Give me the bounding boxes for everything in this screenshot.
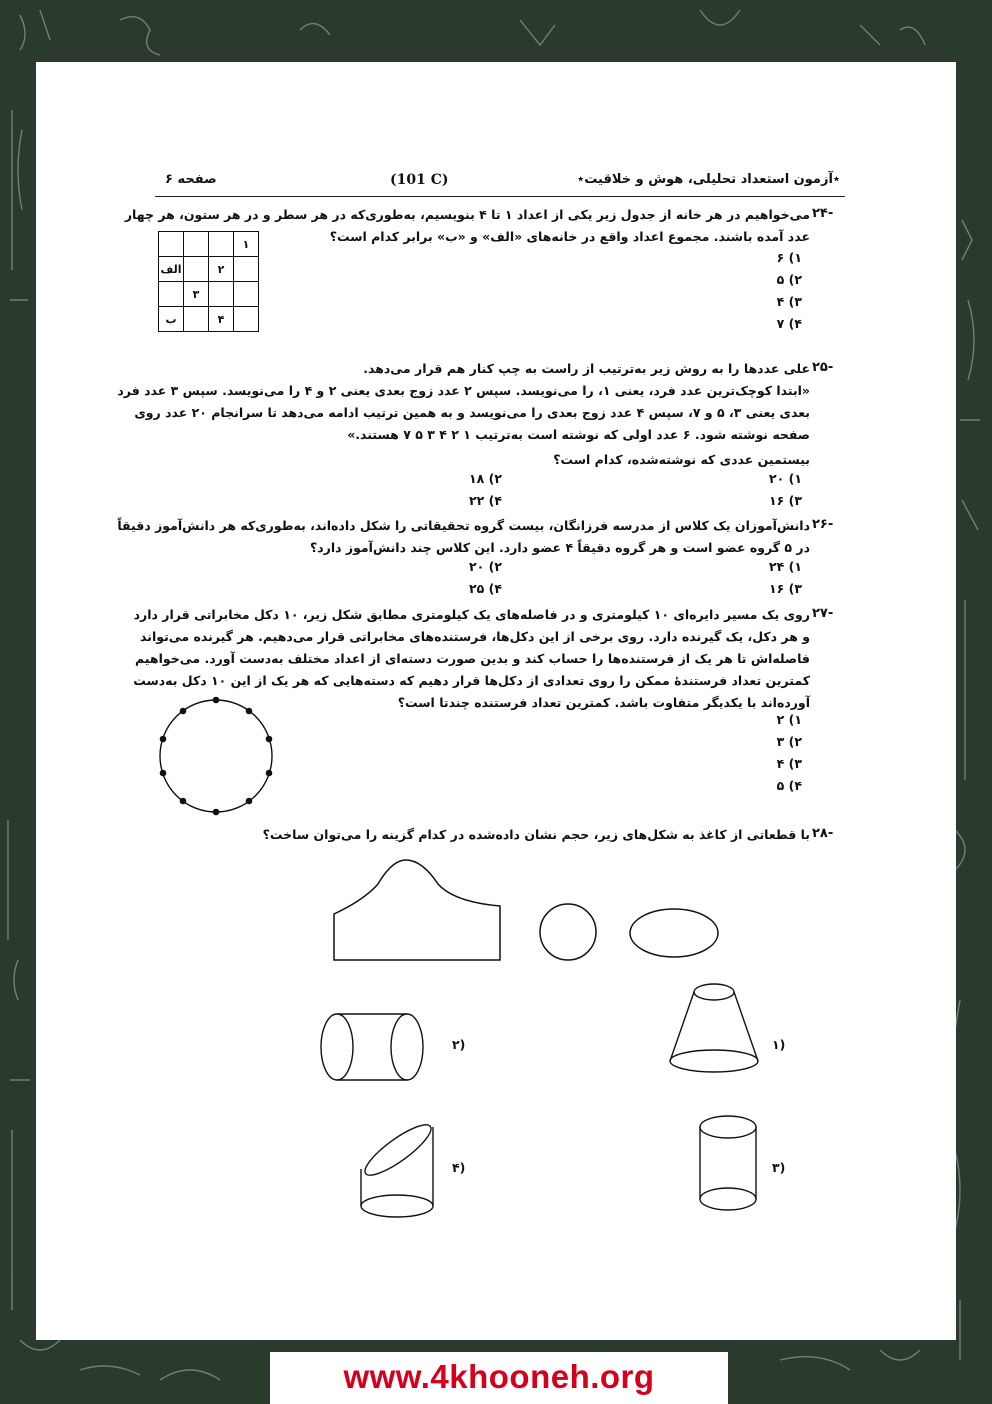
question-27-line-5: آورده‌اند با یکدیگر متفاوت باشد. کمترین تعداد فرستنده چندتا است؟ <box>397 695 810 710</box>
grid-cell: ۳ <box>184 282 209 307</box>
grid-cell <box>234 257 259 282</box>
grid-cell: ۴ <box>209 307 234 332</box>
question-25-line-2: «ابتدا کوچک‌ترین عدد فرد، یعنی ۱، را می‌نویسد. سپس ۲ عدد زوج بعدی یعنی ۲ و ۴ را می‌نویسد. سپس ۳ عدد فرد <box>117 383 810 398</box>
question-27-option-2[interactable]: ۲) ۳ <box>776 734 802 749</box>
question-26-line-2: در ۵ گروه عضو است و هر گروه دقیقاً ۴ عضو دارد. این کلاس چند دانش‌آموز دارد؟ <box>309 540 810 555</box>
grid-cell <box>184 257 209 282</box>
grid-cell <box>234 282 259 307</box>
grid-cell-be: ب <box>159 307 184 332</box>
grid-cell-alef: الف <box>159 257 184 282</box>
question-28-option-3-label[interactable]: (۳ <box>772 1160 786 1175</box>
page-number: صفحه ۶ <box>165 172 217 187</box>
grid-cell <box>184 232 209 257</box>
question-24-option-3[interactable]: ۳) ۴ <box>776 294 802 309</box>
grid-cell <box>159 232 184 257</box>
page-header <box>160 172 840 194</box>
question-26-line-1: دانش‌آموزان یک کلاس از مدرسه فرزانگان، بیست گروه تحقیقاتی را شکل داده‌اند، به‌طوری‌که هر دانش‌آموز دقیقاً <box>117 518 810 533</box>
question-25-option-1[interactable]: ۱) ۲۰ <box>769 471 802 486</box>
option-4-slanted-cylinder <box>355 1115 445 1225</box>
circle-paper-piece <box>540 904 596 960</box>
question-25-line-1: علی عددها را به روش زیر به‌ترتیب از راست به چپ کنار هم قرار می‌دهد. <box>363 361 810 376</box>
question-24-line-2: عدد آمده باشند. مجموع اعداد واقع در خانه‌های «الف» و «ب» برابر کدام است؟ <box>329 229 810 244</box>
question-24-line-1: می‌خواهیم در هر خانه از جدول زیر یکی از اعداد ۱ تا ۴ بنویسیم، به‌طوری‌که در هر سطر و در هر ستون، هر چهار <box>124 207 810 222</box>
option-3-cylinder <box>690 1105 770 1220</box>
grid-cell <box>184 307 209 332</box>
question-27-line-4: کمترین تعداد فرستندهٔ ممکن را روی تعدادی از دکل‌ها قرار دهیم که دسته‌هایی که هر یک از این ۱۰ دکل به‌دست <box>133 673 810 688</box>
question-28-line-1: با قطعاتی از کاغذ به شکل‌های زیر، حجم نشان داده‌شده در کدام گزینه را می‌توان ساخت؟ <box>262 827 810 842</box>
arched-paper-piece <box>334 860 500 960</box>
question-27-option-1[interactable]: ۱) ۲ <box>776 712 802 727</box>
question-25-line-4: صفحه نوشته شود. ۶ عدد اولی که نوشته است به‌ترتیب ۱ ۲ ۴ ۳ ۵ ۷ هستند.» <box>347 427 810 442</box>
ellipse-paper-piece <box>630 909 718 957</box>
question-25-option-4[interactable]: ۴) ۲۲ <box>469 493 502 508</box>
question-24-grid <box>158 231 259 332</box>
option-1-truncated-cone <box>660 975 780 1085</box>
site-url[interactable]: www.4khooneh.org <box>343 1358 655 1395</box>
header-divider <box>155 196 845 197</box>
exam-code: (101 C) <box>390 172 449 188</box>
question-25-option-2[interactable]: ۲) ۱۸ <box>469 471 502 486</box>
grid-cell: ۲ <box>209 257 234 282</box>
site-banner[interactable] <box>270 1352 728 1404</box>
question-26-option-1[interactable]: ۱) ۲۴ <box>769 559 802 574</box>
grid-cell <box>209 282 234 307</box>
question-27-option-3[interactable]: ۳) ۴ <box>776 756 802 771</box>
question-24-option-4[interactable]: ۴) ۷ <box>776 316 802 331</box>
question-25-number: -۲۵ <box>812 360 834 375</box>
question-28-number: -۲۸ <box>812 826 834 841</box>
exam-title: ٭آزمون استعداد تحلیلی، هوش و خلاقیت٭ <box>577 172 840 187</box>
circular-route-figure <box>150 690 280 820</box>
question-28-option-1-label[interactable]: (۱ <box>772 1037 786 1052</box>
question-26-number: -۲۶ <box>812 517 834 532</box>
question-26-option-4[interactable]: ۴) ۲۵ <box>469 581 502 596</box>
paper-pieces-figure <box>320 850 740 970</box>
question-27-option-4[interactable]: ۴) ۵ <box>776 778 802 793</box>
question-27-line-2: و هر دکل، یک گیرنده دارد. روی برخی از این دکل‌ها، فرستنده‌های مخابراتی قرار می‌دهیم. هر گیرنده می‌تواند <box>140 629 810 644</box>
question-28-option-2-label[interactable]: (۲ <box>452 1037 466 1052</box>
grid-cell <box>159 282 184 307</box>
option-2-sideways-frustum <box>315 1005 455 1085</box>
question-26-option-3[interactable]: ۳) ۱۶ <box>769 581 802 596</box>
grid-cell: ۱ <box>234 232 259 257</box>
question-25-line-3: بعدی یعنی ۳، ۵ و ۷، سپس ۴ عدد زوج بعدی را می‌نویسد و به همین ترتیب ادامه می‌دهد تا سرانجام ۲۰ عدد روی <box>134 405 810 420</box>
question-26-option-2[interactable]: ۲) ۲۰ <box>469 559 502 574</box>
question-25-line-5: بیستمین عددی که نوشته‌شده، کدام است؟ <box>553 452 810 467</box>
grid-cell <box>234 307 259 332</box>
question-24-number: -۲۴ <box>812 206 834 221</box>
tower-dots <box>160 697 273 816</box>
question-24-option-2[interactable]: ۲) ۵ <box>776 272 802 287</box>
question-25-option-3[interactable]: ۳) ۱۶ <box>769 493 802 508</box>
question-27-line-3: فاصله‌اش تا هر یک از فرستنده‌ها را حساب کند و بدین صورت دسته‌ای از اعداد مختلف به‌دست آورد. می‌خواهیم <box>135 651 810 666</box>
question-27-line-1: روی یک مسیر دایره‌ای ۱۰ کیلومتری و در فاصله‌های یک کیلومتری مطابق شکل زیر، ۱۰ دکل مخابراتی قرار دارد <box>133 607 810 622</box>
question-24-option-1[interactable]: ۱) ۶ <box>776 250 802 265</box>
question-27-number: -۲۷ <box>812 606 834 621</box>
grid-cell <box>209 232 234 257</box>
question-28-option-4-label[interactable]: (۴ <box>452 1160 466 1175</box>
